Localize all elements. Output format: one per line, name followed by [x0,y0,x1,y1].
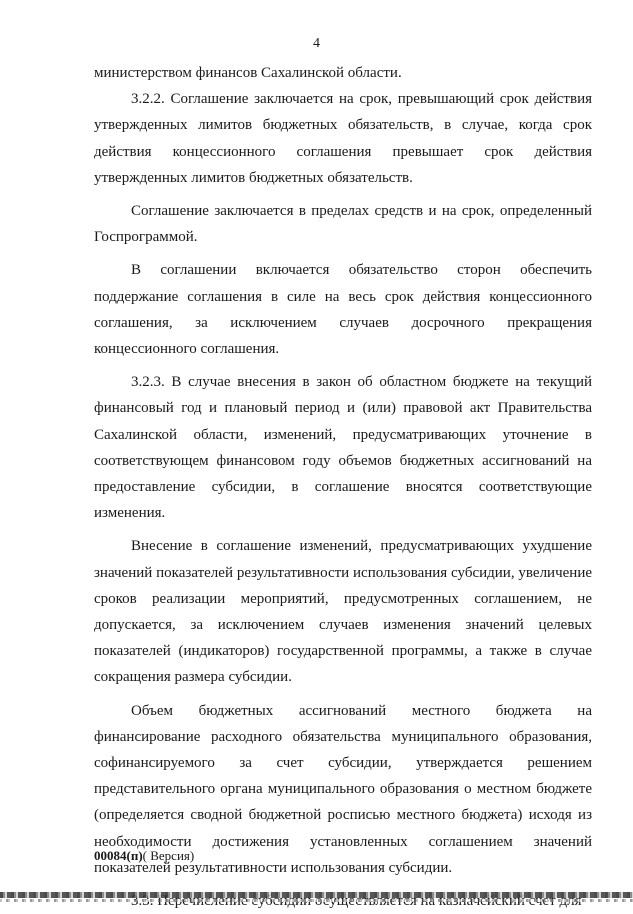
page-number: 4 [313,36,320,51]
paragraph: 3.2.2. Соглашение заключается на срок, превышающий срок действия утвержденных лимитов бюджетных обязательств, в случае, когда срок действия концессионного соглашения превышает срок действия утвержденных лимитов бюджетных обязательств. [94,91,592,186]
paragraph: Соглашение заключается в пределах средств и на срок, определенный Госпрограммой. [94,203,592,246]
paragraph: Внесение в соглашение изменений, предусматривающих ухудшение значений показателей результативности использования субсидии, увеличение сроков реализации мероприятий, предусмотренных соглашением, не допускается, за исключением случаев изменения значений целевых показателей (индикаторов) государственной программы, а также в случае сокращения размера субсидии. [94,538,592,686]
paragraph: министерством финансов Сахалинской области. [94,65,402,81]
document-code-number: 00084(п) [94,848,143,863]
document-body [94,60,592,914]
paragraph: 3.2.3. В случае внесения в закон об областном бюджете на текущий финансовый год и плановый период и (или) правовой акт Правительства Сахалинской области, изменений, предусматривающих уточнение в соответствующем финансовом году объемов бюджетных ассигнований на предоставление субсидии, в соглашение вносятся соответствующие изменения. [94,374,592,522]
scan-edge-artifact [0,899,633,902]
document-code [94,848,194,864]
scan-edge-artifact [0,892,633,898]
document-version: ( Версия) [142,848,195,863]
paragraph: Объем бюджетных ассигнований местного бюджета на финансирование расходного обязательства муниципального образования, софинансируемого за счет субсидии, утверждается решением представительного органа муниципального образования о местном бюджете (определяется сводной бюджетной росписью местного бюджета) исходя из необходимости достижения установленных соглашением значений показателей результативности использования субсидии. [94,702,592,876]
paragraph: В соглашении включается обязательство сторон обеспечить поддержание соглашения в силе на весь срок действия концессионного соглашения, за исключением случаев досрочного прекращения концессионного соглашения. [94,262,592,358]
